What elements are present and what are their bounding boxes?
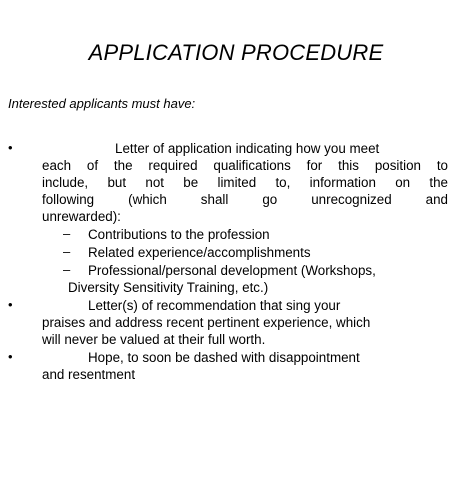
subitem-3-line-2: Diversity Sensitivity Training, etc.) [68,280,269,295]
item-1-line-4: following (which shall go unrecognized and [42,192,448,207]
dash-icon: – [63,226,71,241]
subitem-3-line-1: Professional/personal development (Workshops, [88,263,376,278]
item-1-line-1: Letter of application indicating how you meet [115,141,380,156]
bullet-icon: • [8,297,13,312]
page-title: APPLICATION PROCEDURE [88,40,384,65]
item-1-line-5: unrewarded): [42,209,121,224]
intro-text: Interested applicants must have: [8,96,196,111]
item-3-line-2: and resentment [42,367,136,382]
bullet-icon: • [8,349,13,364]
item-2-line-1: Letter(s) of recommendation that sing your [88,298,341,313]
bullet-icon: • [8,140,13,155]
item-2-line-2: praises and address recent pertinent experience, which [42,315,371,330]
dash-icon: – [63,262,71,277]
dash-icon: – [63,244,71,259]
item-1-line-3: include, but not be limited to, information on the [42,175,448,190]
subitem-2: Related experience/accomplishments [88,245,311,260]
subitem-1: Contributions to the profession [88,227,270,242]
item-1-line-2: each of the required qualifications for this position to [42,158,448,173]
item-3-line-1: Hope, to soon be dashed with disappointment [88,350,360,365]
item-2-line-3: will never be valued at their full worth. [42,332,266,347]
